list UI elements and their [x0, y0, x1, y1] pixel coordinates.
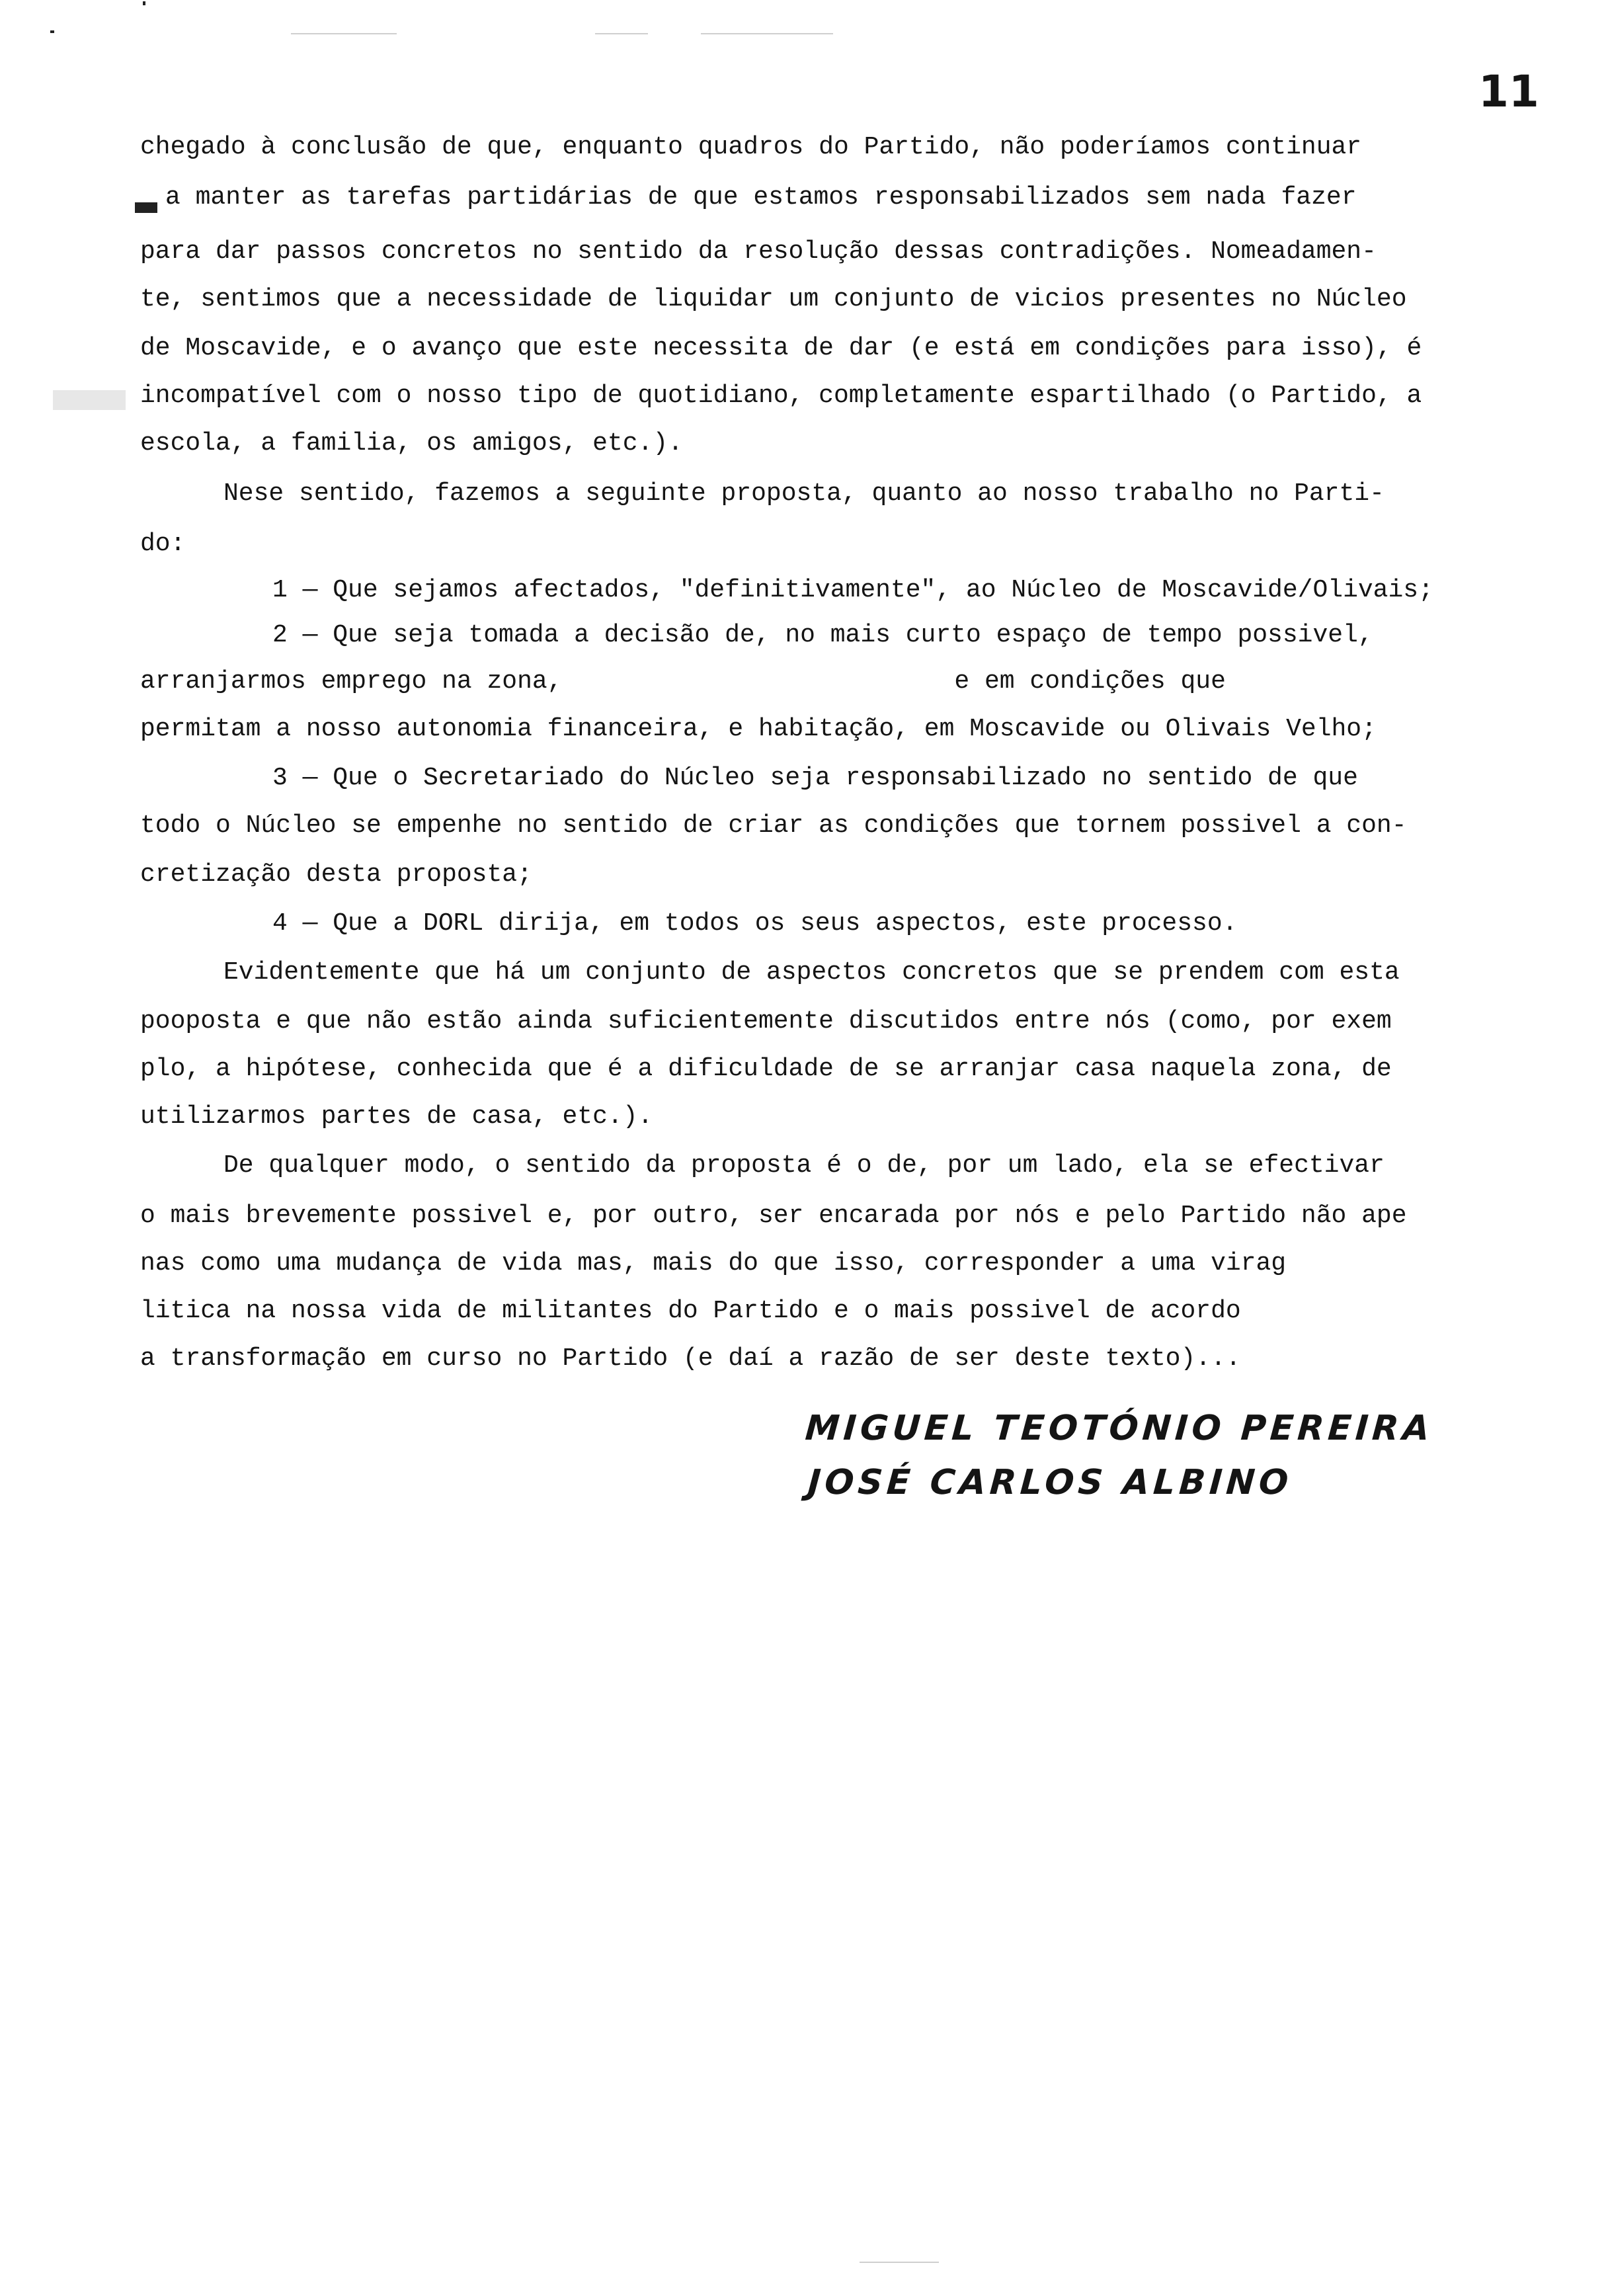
closing-line-7: nas como uma mudança de vida mas, mais do que isso, corresponder a uma virag: [140, 1249, 1287, 1278]
scan-mark: [50, 30, 54, 33]
closing-line-5: De qualquer modo, o sentido da proposta é o de, por um lado, ela se efectivar: [223, 1151, 1385, 1180]
signature-2: JOSÉ CARLOS ALBINO: [806, 1463, 1294, 1502]
list-item-2-cont: permitam a nosso autonomia financeira, e habitação, em Moscavide ou Olivais Velho;: [140, 715, 1377, 743]
list-item-1: 1 — Que sejamos afectados, "definitivamente", ao Núcleo de Moscavide/Olivais;: [272, 576, 1433, 604]
scan-mark: [143, 1, 145, 5]
closing-line-6: o mais brevemente possivel e, por outro, ser encarada por nós e pelo Partido não ape: [140, 1202, 1407, 1230]
closing-line-1: Evidentemente que há um conjunto de aspectos concretos que se prendem com esta: [223, 958, 1400, 987]
list-item-3: 3 — Que o Secretariado do Núcleo seja responsabilizado no sentido de que: [272, 764, 1358, 792]
scan-speck: [291, 33, 397, 34]
list-item-3-cont: cretização desta proposta;: [140, 860, 532, 889]
scan-speck: [701, 33, 833, 34]
body-line-2: a manter as tarefas partidárias de que estamos responsabilizados sem nada fazer: [165, 183, 1357, 212]
scan-speck: [53, 390, 126, 410]
list-item-2: 2 — Que seja tomada a decisão de, no mais curto espaço de tempo possivel,: [272, 621, 1373, 649]
body-line-4: te, sentimos que a necessidade de liquidar um conjunto de vicios presentes no Núcleo: [140, 285, 1407, 313]
body-line-9: do:: [140, 530, 186, 558]
list-item-2-cont: arranjarmos emprego na zona, e em condições que: [140, 667, 1226, 696]
closing-line-2: pooposta e que não estão ainda suficientemente discutidos entre nós (como, por exem: [140, 1007, 1392, 1036]
body-line-1: chegado à conclusão de que, enquanto quadros do Partido, não poderíamos continuar: [140, 133, 1362, 161]
closing-line-9: a transformação em curso no Partido (e daí a razão de ser deste texto)...: [140, 1344, 1241, 1373]
closing-line-4: utilizarmos partes de casa, etc.).: [140, 1102, 653, 1131]
body-line-3: para dar passos concretos no sentido da resolução dessas contradições. Nomeadamen-: [140, 237, 1377, 266]
body-line-6: incompatível com o nosso tipo de quotidiano, completamente espartilhado (o Partido, a: [140, 382, 1422, 410]
body-line-7: escola, a familia, os amigos, etc.).: [140, 429, 683, 458]
body-line-5: de Moscavide, e o avanço que este necessita de dar (e está em condições para isso), é: [140, 334, 1422, 362]
body-line-8: Nese sentido, fazemos a seguinte proposta, quanto ao nosso trabalho no Parti-: [223, 479, 1385, 508]
scan-speck: [595, 33, 648, 34]
signature-1: MIGUEL TEOTÓNIO PEREIRA: [803, 1409, 1435, 1448]
scan-speck: [860, 2262, 939, 2263]
closing-line-3: plo, a hipótese, conhecida que é a dificuldade de se arranjar casa naquela zona, de: [140, 1055, 1392, 1083]
list-item-4: 4 — Que a DORL dirija, em todos os seus aspectos, este processo.: [272, 909, 1238, 938]
page-number: 11: [1478, 66, 1539, 117]
closing-line-8: litica na nossa vida de militantes do Partido e o mais possivel de acordo: [140, 1297, 1241, 1325]
list-item-3-cont: todo o Núcleo se empenhe no sentido de criar as condições que tornem possivel a con-: [140, 811, 1407, 840]
ink-blot: [135, 202, 157, 213]
